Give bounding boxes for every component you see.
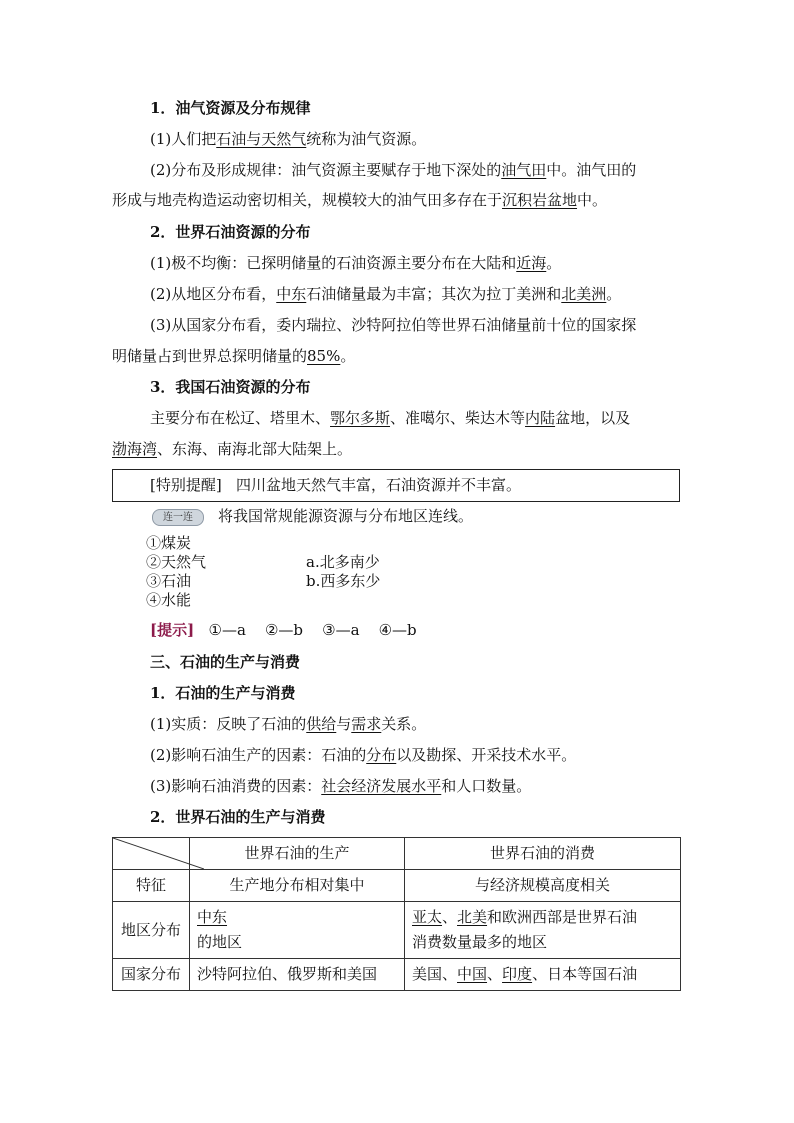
match-left-item: ④水能: [146, 591, 192, 609]
table-corner-cell: [113, 838, 190, 870]
table-row-label: 特征: [113, 870, 190, 902]
section-heading-production: 三、石油的生产与消费: [150, 653, 301, 671]
special-reminder-text: [特别提醒] 四川盆地天然气丰富，石油资源并不丰富。: [150, 476, 522, 494]
table-cell: 中东 的地区: [190, 902, 405, 959]
answer: ②—b: [264, 621, 304, 639]
paragraph: 渤海湾、东海、南海北部大陆架上。: [112, 440, 353, 458]
table-cell: 亚太、北美和欧洲西部是世界石油 消费数量最多的地区: [405, 902, 681, 959]
table-header: 世界石油的生产: [190, 838, 405, 870]
paragraph: 形成与地壳构造运动密切相关，规模较大的油气田多存在于沉积岩盆地中。: [112, 191, 608, 209]
table-cell: 与经济规模高度相关: [405, 870, 681, 902]
paragraph: (1)实质：反映了石油的供给与需求关系。: [150, 715, 427, 733]
section-heading-china-oil: 3．我国石油资源的分布: [150, 378, 311, 396]
match-left-item: ③石油: [146, 572, 192, 590]
paragraph: (1)人们把石油与天然气统称为油气资源。: [150, 130, 427, 148]
paragraph: (1)极不均衡：已探明储量的石油资源主要分布在大陆和近海。: [150, 254, 562, 272]
section-heading-world-oil: 2．世界石油资源的分布: [150, 223, 311, 241]
answer: ①—a: [208, 621, 246, 639]
answer: ③—a: [322, 621, 360, 639]
paragraph: (2)分布及形成规律：油气资源主要赋存于地下深处的油气田中。油气田的: [150, 161, 637, 179]
table-cell: 美国、中国、印度、日本等国石油: [405, 959, 681, 991]
table-row-label: 国家分布: [113, 959, 190, 991]
subheading: 1．石油的生产与消费: [150, 684, 296, 702]
table-row: [113, 902, 681, 959]
table-cell: 生产地分布相对集中: [190, 870, 405, 902]
match-left-item: ②天然气: [146, 553, 207, 571]
oil-production-consumption-table: [112, 837, 681, 991]
answer: ④—b: [378, 621, 417, 639]
match-right-item: b.西多东少: [306, 572, 381, 590]
table-row: [113, 838, 681, 870]
table-header: 世界石油的消费: [405, 838, 681, 870]
paragraph: 主要分布在松辽、塔里木、鄂尔多斯、准噶尔、柴达木等内陆盆地，以及: [150, 409, 631, 427]
table-row: [113, 959, 681, 991]
paragraph: (2)从地区分布看，中东石油储量最为丰富；其次为拉丁美洲和北美洲。: [150, 285, 622, 303]
special-reminder-tag: [特别提醒]: [150, 476, 222, 494]
paragraph: 明储量占到世界总探明储量的85%。: [112, 347, 356, 365]
subheading: 2．世界石油的生产与消费: [150, 808, 326, 826]
hint-tag: [提示]: [150, 621, 195, 639]
table-row: [113, 870, 681, 902]
paragraph: (2)影响石油生产的因素：石油的分布以及勘探、开采技术水平。: [150, 746, 577, 764]
paragraph: (3)从国家分布看，委内瑞拉、沙特阿拉伯等世界石油储量前十位的国家探: [150, 316, 637, 334]
table-row-label: 地区分布: [113, 902, 190, 959]
diagonal-line: [113, 838, 204, 869]
match-left-item: ①煤炭: [146, 534, 192, 552]
exercise-prompt: 将我国常规能源资源与分布地区连线。: [218, 507, 474, 525]
section-heading-oil-gas: 1．油气资源及分布规律: [150, 99, 311, 117]
hint-line: [150, 619, 720, 641]
match-right-item: a.北多南少: [306, 553, 380, 571]
table-cell: 沙特阿拉伯、俄罗斯和美国: [190, 959, 405, 991]
paragraph: (3)影响石油消费的因素：社会经济发展水平和人口数量。: [150, 777, 532, 795]
exercise-badge: 连一连: [152, 509, 204, 526]
